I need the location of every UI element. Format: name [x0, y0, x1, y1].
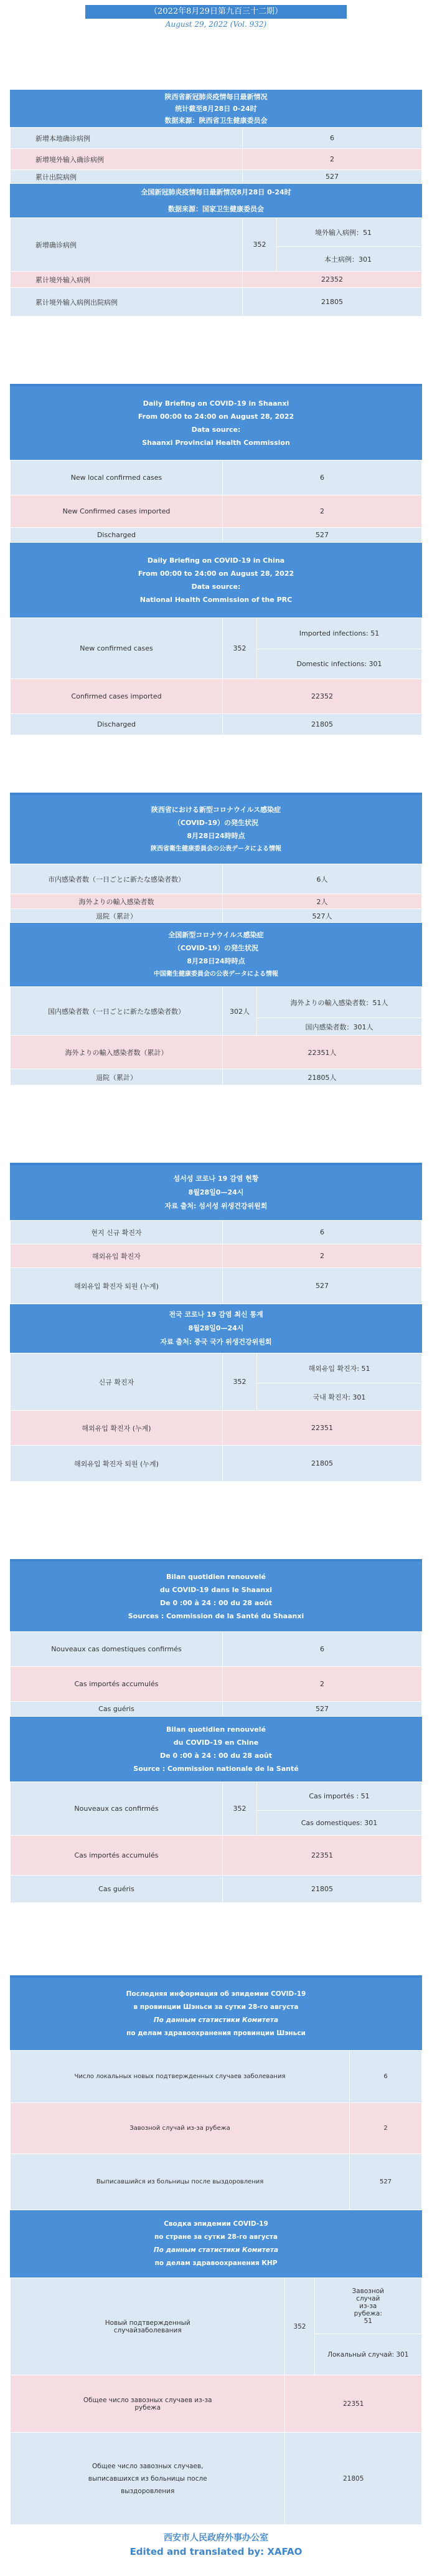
table-row: 海外よりの輸入感染者数 2人	[11, 894, 422, 909]
table-row: Число локальных новых подтвержденных случаев заболевания 6	[11, 2051, 422, 2103]
table-row: 海外よりの輸入感染者数（累計） 22351人	[11, 1036, 422, 1069]
table-row: 新增本地确诊病例 6	[11, 128, 422, 149]
section-korean	[10, 1165, 422, 1482]
table-row: Общее число завозных случаев из-за рубежа 22351	[11, 2375, 422, 2433]
table-row: 市内感染者数（一日ごとに新たな感染者数） 6人	[11, 864, 422, 894]
shaanxi-table-zh	[10, 127, 422, 184]
table-row: Cas importés accumulés 22351	[11, 1836, 422, 1876]
shaanxi-table-ru	[10, 2050, 422, 2210]
section-chinese	[10, 90, 422, 317]
table-row: Domestic infections: 301	[11, 649, 422, 679]
date-banner: （2022年8月29日第九百三十二期）	[85, 5, 347, 19]
table-row: Confirmed cases imported 22352	[11, 679, 422, 714]
table-row: 新增境外输入确诊病例 2	[11, 149, 422, 170]
national-title-ja: 全国新型コロナウイルス感染症 （COVID-19）の発生状況 8月28日24時時点 中国衛生健康委員会の公表データによる情報	[10, 923, 422, 986]
table-row: Cas guéris 527	[11, 1702, 422, 1717]
table-row: Nouveaux cas domestiques confirmés 6	[11, 1632, 422, 1667]
national-table-zh	[10, 217, 422, 317]
national-table-ko	[10, 1353, 422, 1482]
shaanxi-title-fr: Bilan quotidien renouvelé du COVID-19 dans le Shaanxi De 0 :00 à 24 : 00 du 28 août Sources : Commission de la Santé du Shaanxi	[10, 1562, 422, 1631]
table-row: Общее число завозных случаев, выписавшихся из больницы после выздоровления 21805	[11, 2433, 422, 2525]
national-table-ru	[10, 2278, 422, 2525]
table-row: New local confirmed cases 6	[11, 460, 422, 495]
table-row: 国内感染者数（一日ごとに新たな感染者数） 302人 海外よりの輸入感染者数：51人	[11, 987, 422, 1018]
table-row: Локальный случай: 301	[11, 2334, 422, 2375]
shaanxi-table-ja	[10, 864, 422, 923]
header	[0, 0, 432, 29]
table-row: 退院（累計） 527人	[11, 909, 422, 923]
table-row: 新增确诊病例 352 境外输入病例：51	[11, 218, 422, 247]
footer-office-name: 西安市人民政府外事办公室	[164, 2533, 268, 2543]
footer-credit: Edited and translated by: XAFAO	[129, 2546, 303, 2557]
shaanxi-table-ko	[10, 1220, 422, 1304]
shaanxi-title-ko: 섬서성 코로나 19 감염 현황 8월28일0—24시 자료 출처: 섬서성 위생건강위원회	[10, 1165, 422, 1220]
shaanxi-table-en	[10, 460, 422, 543]
table-row: 退院（累計） 21805人	[11, 1069, 422, 1085]
shaanxi-title-ru: Последняя информация об эпидемии COVID-19 в провинции Шэньси за сутки 28-го августа По данным статистики Комитета по делам здравоохранения провинции Шэньси	[10, 1978, 422, 2050]
section-japanese	[10, 795, 422, 1085]
table-row: 本土病例：301	[11, 247, 422, 272]
table-row: Cas importés accumulés 2	[11, 1667, 422, 1702]
national-title-en: Daily Briefing on COVID-19 in China From 00:00 to 24:00 on August 28, 2022 Data source: National Health Commission of the PRC	[10, 543, 422, 618]
table-row: 신규 확진자 352 해외유입 확진자: 51	[11, 1353, 422, 1383]
table-row: Завозной случай из-за рубежа 2	[11, 2103, 422, 2154]
shaanxi-title-zh: 陕西省新冠肺炎疫情每日最新情况 统计截至8月28日 0-24时 数据来源：陕西省卫生健康委员会	[10, 90, 422, 127]
table-row: Discharged 527	[11, 528, 422, 543]
section-russian	[10, 1978, 422, 2525]
footer	[0, 2531, 432, 2557]
national-table-en	[10, 618, 422, 735]
table-row: 累计出院病例 527	[11, 170, 422, 184]
table-row: 국내 확진자: 301	[11, 1383, 422, 1411]
national-title-fr: Bilan quotidien renouvelé du COVID-19 en Chine De 0 :00 à 24 : 00 du 28 août Source : Commission nationale de la Santé	[10, 1717, 422, 1782]
table-row: New confirmed cases 352 Imported infections: 51	[11, 618, 422, 649]
national-table-fr	[10, 1782, 422, 1903]
national-title-ru: Сводка эпидемии COVID-19 по стране за сутки 28-го августа По данным статистики Комитета по делам здравоохранения КНР	[10, 2210, 422, 2278]
table-row: Nouveaux cas confirmés 352 Cas importés : 51	[11, 1782, 422, 1811]
table-row: Cas domestiques: 301	[11, 1811, 422, 1836]
table-row: 해외유입 확진자 (누계) 22351	[11, 1411, 422, 1446]
table-row: New Confirmed cases imported 2	[11, 495, 422, 528]
national-title-zh: 全国新冠肺炎疫情每日最新情况8月28日 0-24时 数据来源：国家卫生健康委员会	[10, 184, 422, 217]
table-row: 해외유입 확진자 2	[11, 1244, 422, 1268]
table-row: Cas guéris 21805	[11, 1876, 422, 1903]
shaanxi-title-ja: 陝西省における新型コロナウイルス感染症 （COVID-19）の発生状況 8月28日24時時点 陝西省衛生健康委員会の公表データによる情報	[10, 795, 422, 864]
national-table-ja	[10, 986, 422, 1085]
shaanxi-table-fr	[10, 1631, 422, 1717]
table-row: Discharged 21805	[11, 714, 422, 735]
table-row: Новый подтвержденный случайзаболевания 352 Завозной случай из-за рубежа: 51	[11, 2278, 422, 2334]
table-row: 현지 신규 확진자 6	[11, 1221, 422, 1244]
section-english	[10, 386, 422, 735]
table-row: 国内感染者数：301人	[11, 1018, 422, 1036]
volume-line: August 29, 2022 (Vol. 932)	[165, 20, 267, 29]
national-title-ko: 전국 코로나 19 감염 최신 통계 8월28일0—24시 자료 출처: 중국 국가 위생건강위원회	[10, 1304, 422, 1353]
section-french	[10, 1562, 422, 1903]
table-row: 累计境外输入病例 22352	[11, 272, 422, 288]
table-row: 해외유입 확진자 퇴원 (누계) 527	[11, 1268, 422, 1304]
table-row: Выписавшийся из больницы после выздоровления 527	[11, 2154, 422, 2210]
table-row: 해외유입 확진자 퇴원 (누계) 21805	[11, 1446, 422, 1482]
shaanxi-title-en: Daily Briefing on COVID-19 in Shaanxi From 00:00 to 24:00 on August 28, 2022 Data source: Shaanxi Provincial Health Commission	[10, 386, 422, 460]
table-row: 累计境外输入病例出院病例 21805	[11, 288, 422, 317]
